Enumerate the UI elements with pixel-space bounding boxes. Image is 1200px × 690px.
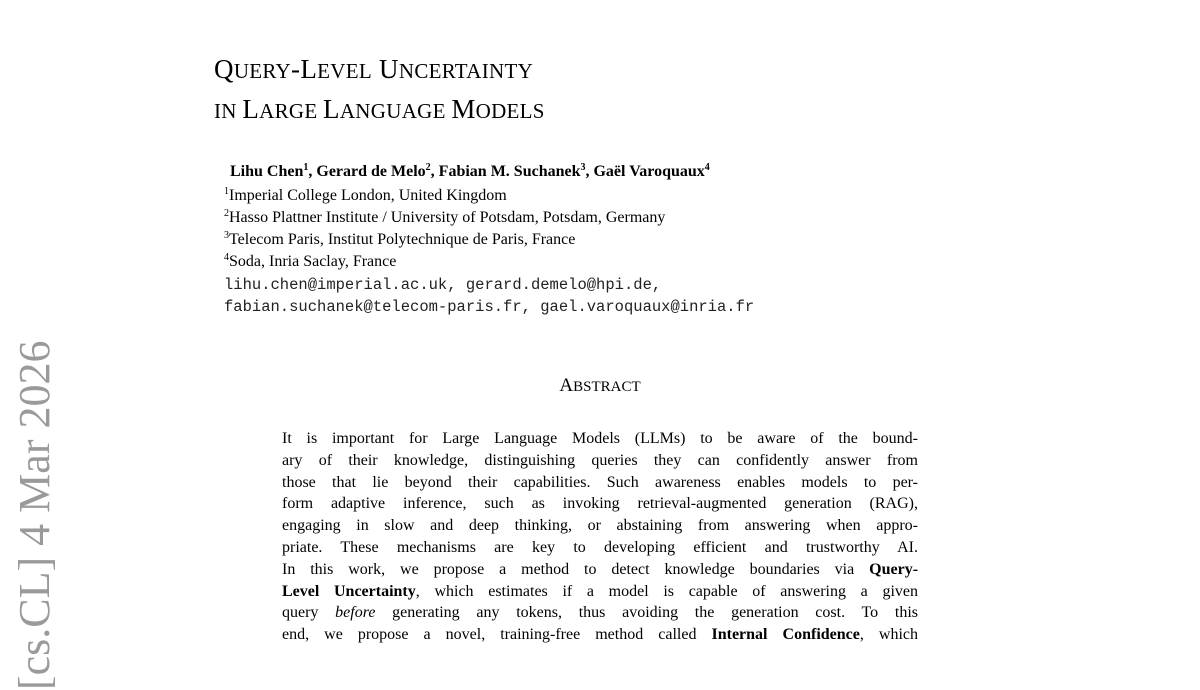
abstract-line — [282, 602, 918, 624]
affiliation-mark: 4 — [224, 252, 229, 263]
abstract-text: end, we propose a novel, training-free method called — [282, 626, 712, 644]
title-char: L — [323, 94, 340, 124]
title-char: EVEL — [317, 59, 372, 83]
author-affil-mark: 1 — [303, 162, 309, 173]
affiliation-text: Telecom Paris, Institut Polytechnique de Paris, France — [229, 231, 576, 248]
author — [316, 163, 438, 180]
paper-title — [214, 50, 545, 130]
affiliation-list — [224, 185, 665, 273]
abstract-line: priate. These mechanisms are key to developing efficient and trustworthy AI. — [282, 538, 918, 556]
abstract-text: , which estimates if a model is capable of answering a given — [415, 582, 919, 600]
email-line: fabian.suchanek@telecom-paris.fr, gael.varoquaux@inria.fr — [224, 298, 755, 316]
author-affil-mark: 2 — [425, 162, 431, 173]
abstract-bold-term: Query- — [869, 560, 919, 578]
author-list — [230, 162, 710, 182]
abstract-heading-rest: BSTRACT — [573, 379, 641, 395]
affiliation-text: Soda, Inria Saclay, France — [229, 253, 397, 270]
author-separator: , — [585, 163, 594, 180]
abstract-text: In this work, we propose a method to detect knowledge boundaries via — [282, 560, 855, 578]
arxiv-side-stamp: [cs.CL] 4 Mar 2026 — [10, 340, 59, 690]
affiliation-mark: 3 — [224, 230, 229, 241]
affiliation-mark: 1 — [224, 186, 229, 197]
abstract-line: It is important for Large Language Models (LLMs) to be aware of the bound- — [282, 430, 918, 447]
abstract-italic-term: before — [335, 604, 376, 622]
abstract-line — [282, 624, 918, 646]
affiliation-text: Imperial College London, United Kingdom — [229, 187, 507, 204]
abstract-bold-term: Level Uncertainty — [282, 582, 416, 600]
title-char: ODELS — [475, 99, 545, 123]
title-char: ANGUAGE — [339, 99, 452, 123]
title-char: IN — [214, 99, 243, 123]
abstract-line: ary of their knowledge, distinguishing queries they can confidently answer from — [282, 451, 918, 469]
author — [230, 163, 316, 180]
abstract-line: form adaptive inference, such as invoking retrieval-augmented generation (RAG), — [282, 495, 918, 513]
title-char: Q — [214, 54, 234, 84]
title-char: L — [242, 94, 260, 124]
title-line-2 — [214, 94, 545, 124]
title-char: NCERTAINTY — [398, 59, 534, 83]
title-char: UERY — [233, 59, 292, 83]
author-name: Fabian M. Suchanek — [438, 163, 581, 180]
abstract-heading — [0, 374, 1200, 399]
author-separator: , — [430, 163, 439, 180]
abstract-heading-char: A — [559, 375, 574, 396]
author-affil-mark: 4 — [704, 162, 710, 173]
title-line-1 — [214, 54, 533, 84]
abstract-text: , which — [859, 626, 919, 644]
title-char: M — [451, 94, 476, 124]
abstract-text: generating any tokens, thus avoiding the generation cost. To this — [375, 604, 919, 622]
email-line: lihu.chen@imperial.ac.uk, gerard.demelo@hpi.de, — [224, 276, 662, 294]
affiliation — [224, 185, 665, 207]
abstract-text: query — [282, 604, 336, 622]
abstract-body — [282, 428, 918, 646]
email-list — [224, 274, 754, 318]
author — [439, 163, 594, 180]
affiliation — [224, 229, 665, 251]
affiliation — [224, 207, 665, 229]
author — [593, 163, 709, 180]
abstract-line — [282, 559, 918, 581]
affiliation-mark: 2 — [224, 208, 229, 219]
abstract-line — [282, 581, 918, 603]
author-affil-mark: 3 — [580, 162, 586, 173]
affiliation — [224, 251, 665, 273]
author-separator: , — [308, 163, 317, 180]
author-name: Lihu Chen — [230, 163, 304, 180]
abstract-line: those that lie beyond their capabilities. Such awareness enables models to per- — [282, 473, 918, 491]
abstract-bold-term: Internal Confidence — [711, 626, 860, 644]
title-char: U — [379, 54, 399, 84]
author-name: Gaël Varoquaux — [593, 163, 705, 180]
title-char: ARGE — [259, 99, 324, 123]
title-char: -L — [291, 54, 318, 84]
affiliation-text: Hasso Plattner Institute / University of Potsdam, Potsdam, Germany — [229, 209, 666, 226]
abstract-line: engaging in slow and deep thinking, or abstaining from answering when appro- — [282, 517, 918, 535]
author-name: Gerard de Melo — [316, 163, 426, 180]
